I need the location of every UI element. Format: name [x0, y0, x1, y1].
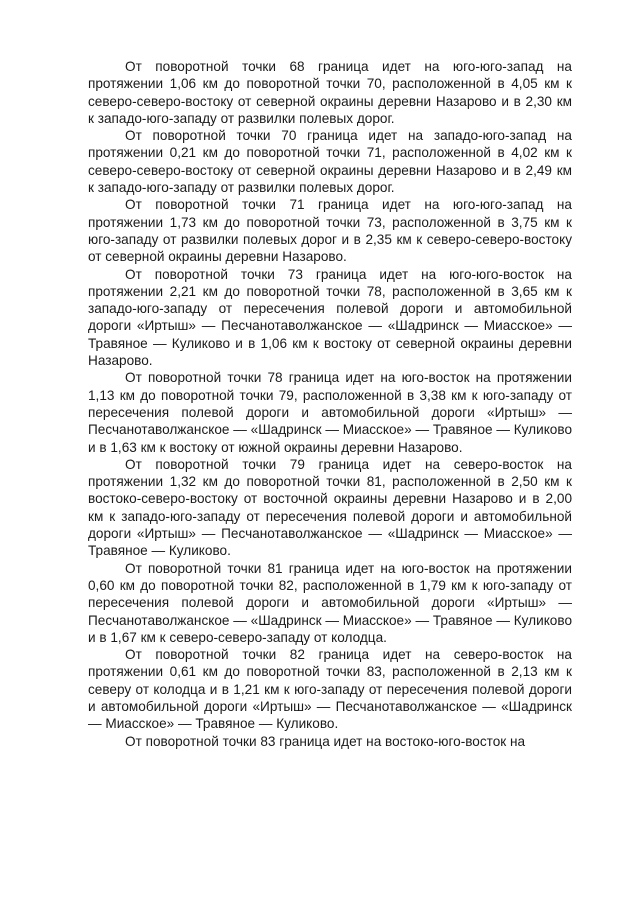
- paragraph-point-71: От поворотной точки 71 граница идет на юго-юго-запад на протяжении 1,73 км до поворотной точки 73, расположенной в 3,75 км к юго-западу от развилки полевых дорог и в 2,35 км к северо-северо-востоку от северной окраины деревни Назарово.: [88, 197, 572, 265]
- paragraph-point-79: От поворотной точки 79 граница идет на северо-восток на протяжении 1,32 км до поворотной точки 81, расположенной в 2,50 км к востоко-северо-востоку от восточной окраины деревни Назарово и в 2,00 км к западо-юго-западу от пересечения полевой дороги и автомобильной дороги «Иртыш» — Песчанотаволжанское — «Шадринск — Миасское» — Травяное — Куликово.: [88, 456, 572, 559]
- document-page: [88, 58, 572, 750]
- paragraph-point-73: От поворотной точки 73 граница идет на юго-юго-восток на протяжении 2,21 км до поворотной точки 78, расположенной в 3,65 км к западо-юго-западу от пересечения полевой дороги и автомобильной дороги «Иртыш» — Песчанотаволжанское — «Шадринск — Миасское» — Травяное — Куликово и в 1,06 км к востоку от северной окраины деревни Назарово.: [88, 266, 572, 369]
- paragraph-point-81: От поворотной точки 81 граница идет на юго-восток на протяжении 0,60 км до поворотной точки 82, расположенной в 1,79 км к юго-западу от пересечения полевой дороги и автомобильной дороги «Иртыш» — Песчанотаволжанское — «Шадринск — Миасское» — Травяное — Куликово и в 1,67 км к северо-северо-западу от колодца.: [88, 560, 572, 645]
- paragraph-point-83: От поворотной точки 83 граница идет на востоко-юго-восток на: [125, 733, 526, 749]
- paragraph-point-78: От поворотной точки 78 граница идет на юго-восток на протяжении 1,13 км до поворотной точки 79, расположенной в 3,38 км к юго-западу от пересечения полевой дороги и автомобильной дороги «Иртыш» — Песчанотаволжанское — «Шадринск — Миасское» — Травяное — Куликово и в 1,63 км к востоку от южной окраины деревни Назарово.: [88, 370, 572, 455]
- paragraph-point-82: От поворотной точки 82 граница идет на северо-восток на протяжении 0,61 км до поворотной точки 83, расположенной в 2,13 км к северу от колодца и в 1,21 км к юго-западу от пересечения полевой дороги и автомобильной дороги «Иртыш» — Песчанотаволжанское — «Шадринск — Миасское» — Травяное — Куликово.: [88, 647, 572, 732]
- paragraph-point-68: От поворотной точки 68 граница идет на юго-юго-запад на протяжении 1,06 км до поворотной точки 70, расположенной в 4,05 км к северо-северо-востоку от северной окраины деревни Назарово и в 2,30 км к западо-юго-западу от развилки полевых дорог.: [88, 59, 572, 126]
- paragraph-point-70: От поворотной точки 70 граница идет на западо-юго-запад на протяжении 0,21 км до поворотной точки 71, расположенной в 4,02 км к северо-северо-востоку от северной окраины деревни Назарово и в 2,49 км к западо-юго-западу от развилки полевых дорог.: [88, 128, 572, 196]
